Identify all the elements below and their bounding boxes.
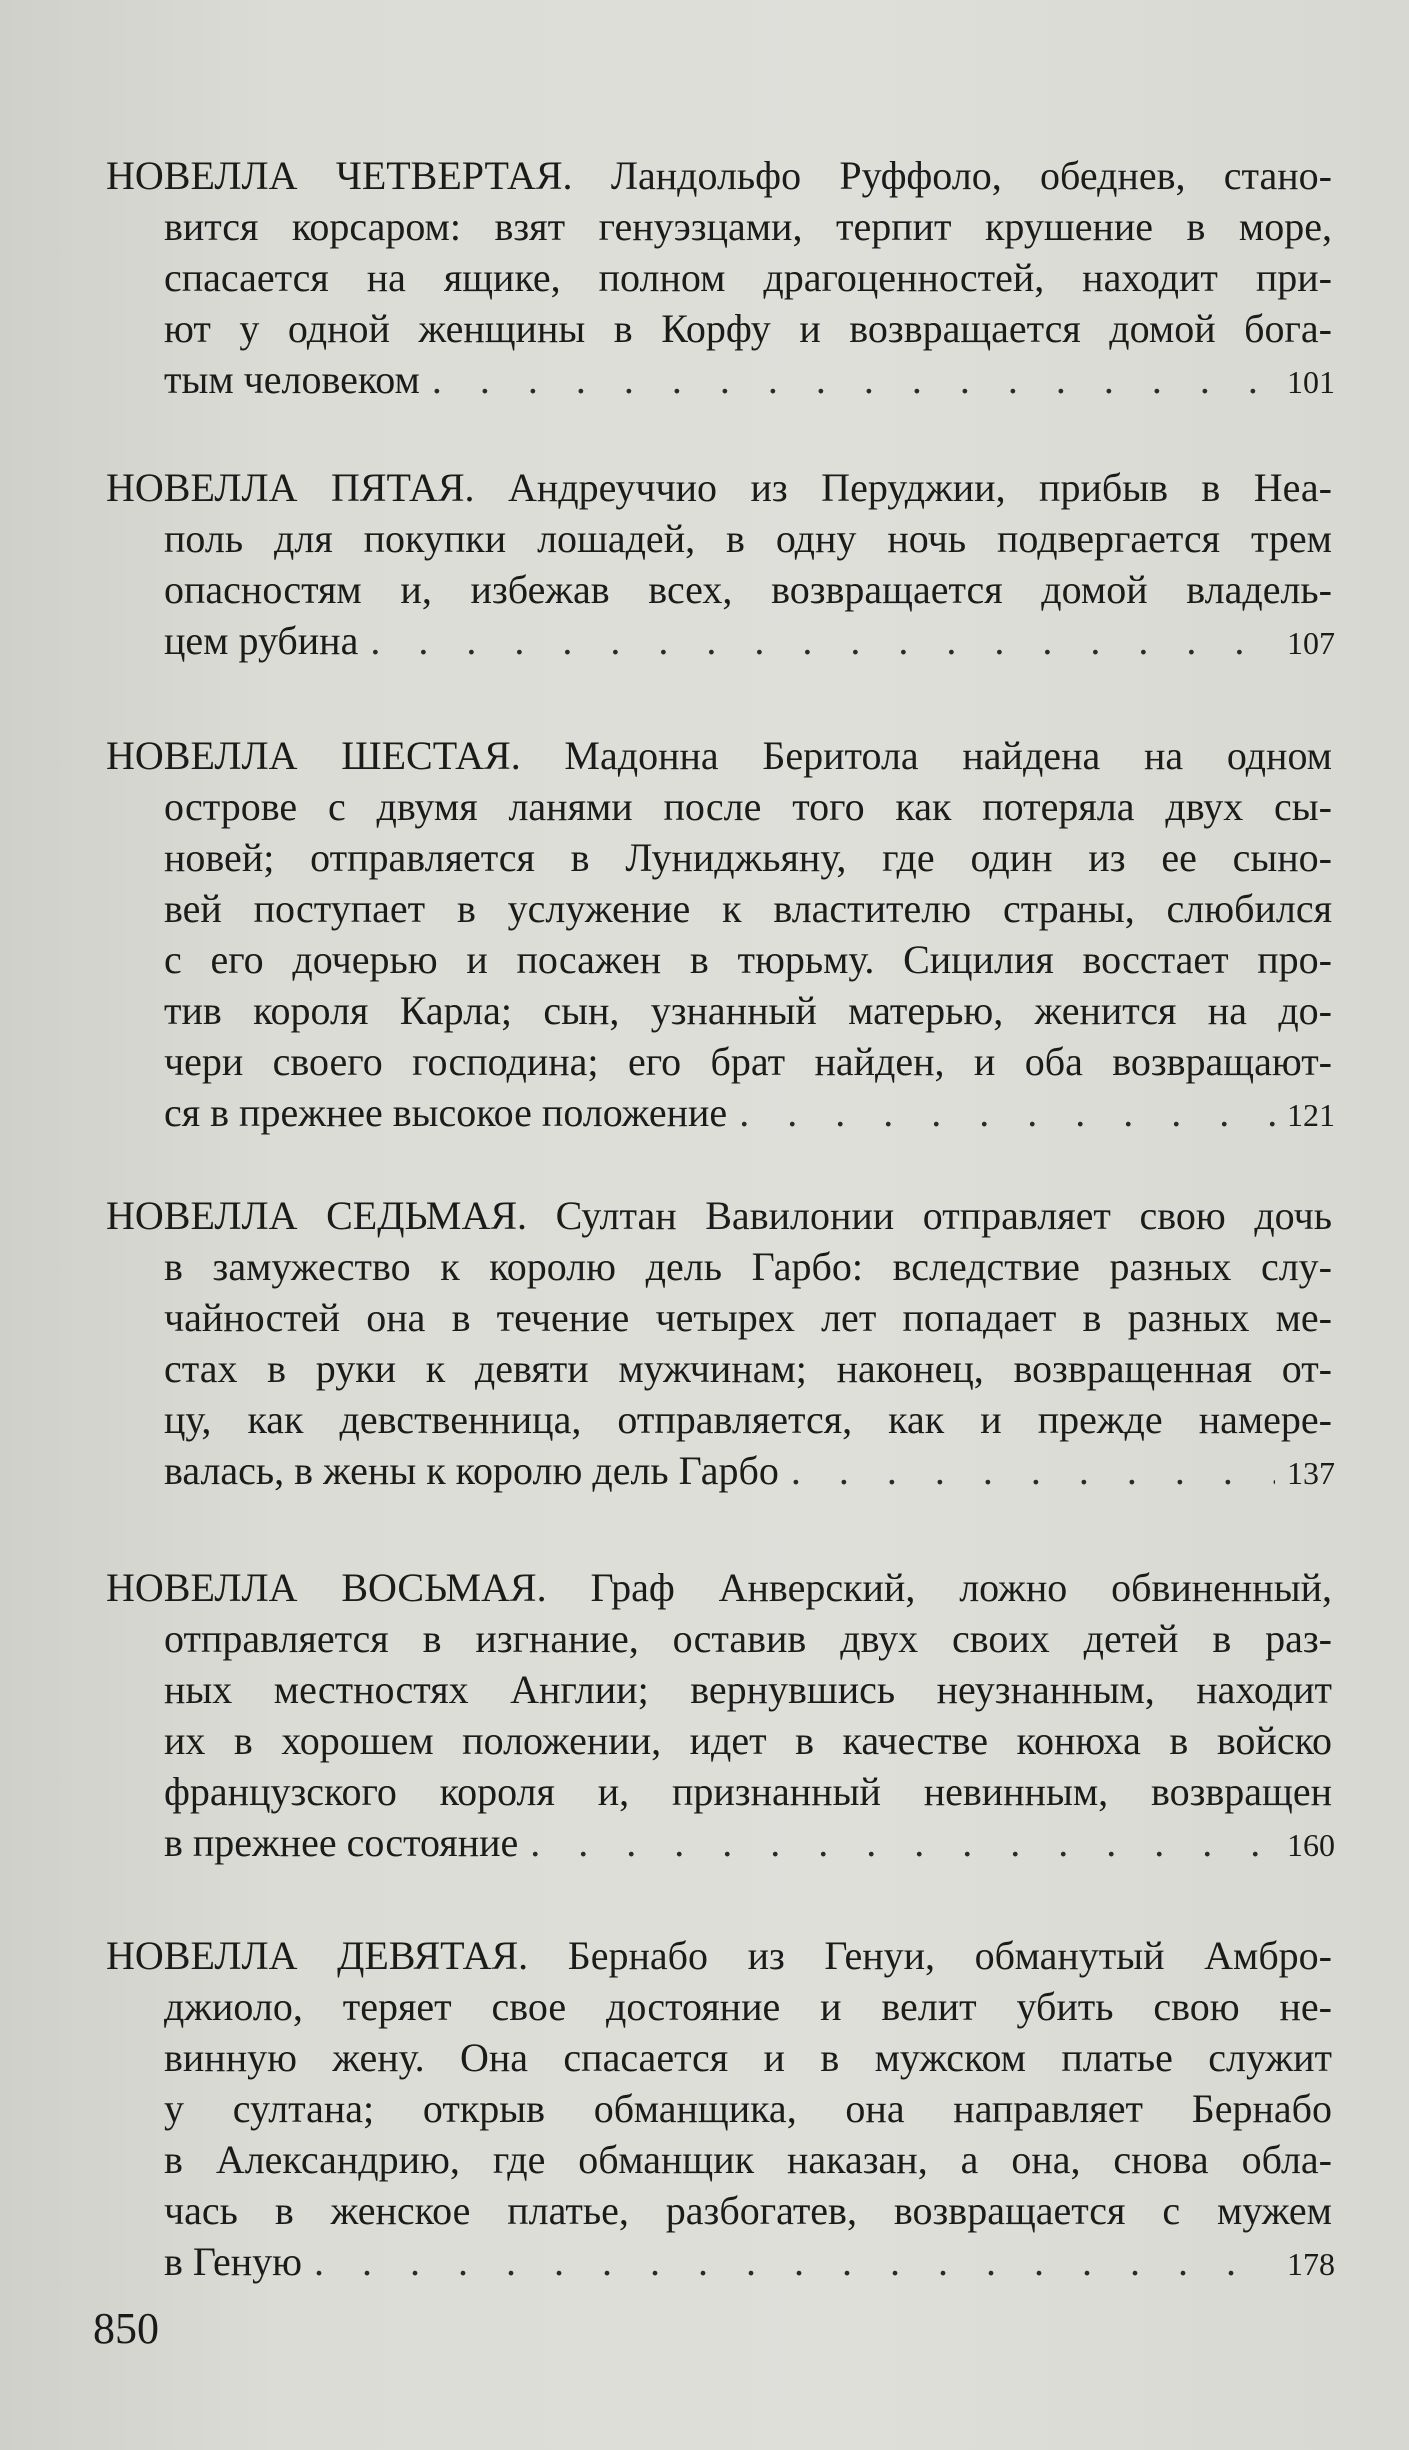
entry-last-line xyxy=(100,1087,1335,1138)
entry-line: чась в женское платье, разбогатев, возвращается с мужем xyxy=(164,2188,1332,2233)
toc-entry-6 xyxy=(100,730,1335,1138)
entry-line: НОВЕЛЛА ЧЕТВЕРТАЯ. Ландольфо Руффоло, обеднев, стано- xyxy=(106,153,1332,198)
entry-line: цу, как девственница, отправляется, как и прежде намере- xyxy=(164,1397,1332,1442)
entry-line: тив короля Карла; сын, узнанный матерью, женится на до- xyxy=(164,988,1332,1033)
entry-line: ных местностях Англии; вернувшись неузнанным, находит xyxy=(164,1667,1332,1712)
entry-last-line xyxy=(100,354,1335,405)
entry-line: НОВЕЛЛА СЕДЬМАЯ. Султан Вавилонии отправляет свою дочь xyxy=(106,1193,1332,1238)
entry-line: их в хорошем положении, идет в качестве конюха в войско xyxy=(164,1718,1332,1763)
entry-line: ся в прежнее высокое положение xyxy=(164,1090,728,1135)
toc-entry-5 xyxy=(100,462,1335,666)
entry-line: цем рубина xyxy=(164,618,359,663)
entry-line: джиоло, теряет свое достояние и велит убить свою не- xyxy=(164,1984,1332,2029)
entry-line: НОВЕЛЛА ПЯТАЯ. Андреуччио из Перуджии, прибыв в Неа- xyxy=(106,465,1332,510)
entry-line: в Александрию, где обманщик наказан, а она, снова обла- xyxy=(164,2137,1332,2182)
entry-line: у султана; открыв обманщика, она направляет Бернабо xyxy=(164,2086,1332,2131)
entry-line: в прежнее состояние xyxy=(164,1820,519,1865)
entry-last-line xyxy=(100,1445,1335,1496)
entry-line: винную жену. Она спасается и в мужском платье служит xyxy=(164,2035,1332,2080)
entry-line: спасается на ящике, полном драгоценностей, находит при- xyxy=(164,255,1332,300)
entry-line: в Геную xyxy=(164,2239,303,2284)
entry-line: вей поступает в услужение к властителю страны, слюбился xyxy=(164,886,1332,931)
entry-line: ют у одной женщины в Корфу и возвращается домой бога- xyxy=(164,306,1332,351)
page-number: 137 xyxy=(1287,1455,1335,1491)
entry-line: НОВЕЛЛА ДЕВЯТАЯ. Бернабо из Генуи, обманутый Амбро- xyxy=(106,1933,1332,1978)
entry-line: новей; отправляется в Луниджьяну, где один из ее сыно- xyxy=(164,835,1332,880)
page-number: 121 xyxy=(1287,1097,1335,1133)
entry-line: валась, в жены к королю дель Гарбо xyxy=(164,1448,779,1493)
page-number: 178 xyxy=(1287,2246,1335,2282)
entry-last-line xyxy=(100,2236,1335,2287)
dot-leader xyxy=(530,1817,1275,1868)
dot-leader xyxy=(791,1445,1275,1496)
dot-leader xyxy=(314,2236,1275,2287)
page-number: 107 xyxy=(1287,625,1335,661)
toc-entry-4 xyxy=(100,150,1335,405)
entry-line: НОВЕЛЛА ВОСЬМАЯ. Граф Анверский, ложно обвиненный, xyxy=(106,1565,1332,1610)
entry-line: вится корсаром: взят генуэзцами, терпит крушение в море, xyxy=(164,204,1332,249)
toc-entry-8 xyxy=(100,1562,1335,1868)
entry-line: чери своего господина; его брат найден, и оба возвращают- xyxy=(164,1039,1332,1084)
entry-line: чайностей она в течение четырех лет попадает в разных ме- xyxy=(164,1295,1332,1340)
entry-line: опасностям и, избежав всех, возвращается домой владель- xyxy=(164,567,1332,612)
entry-line: с его дочерью и посажен в тюрьму. Сицилия восстает про- xyxy=(164,937,1332,982)
dot-leader xyxy=(432,354,1275,405)
entry-line: французского короля и, признанный невинным, возвращен xyxy=(164,1769,1332,1814)
entry-last-line xyxy=(100,1817,1335,1868)
entry-line: острове с двумя ланями после того как потеряла двух сы- xyxy=(164,784,1332,829)
entry-line: стах в руки к девяти мужчинам; наконец, возвращенная от- xyxy=(164,1346,1332,1391)
entry-line: НОВЕЛЛА ШЕСТАЯ. Мадонна Беритола найдена на одном xyxy=(106,733,1332,778)
page-folio-number: 850 xyxy=(93,2304,159,2353)
entry-line: поль для покупки лошадей, в одну ночь подвергается трем xyxy=(164,516,1332,561)
entry-line: в замужество к королю дель Гарбо: вследствие разных слу- xyxy=(164,1244,1332,1289)
entry-line: тым человеком xyxy=(164,357,420,402)
dot-leader xyxy=(370,615,1275,666)
page-number: 160 xyxy=(1287,1827,1335,1863)
entry-line: отправляется в изгнание, оставив двух своих детей в раз- xyxy=(164,1616,1332,1661)
toc-entry-7 xyxy=(100,1190,1335,1496)
toc-entry-9 xyxy=(100,1930,1335,2287)
dot-leader xyxy=(739,1087,1275,1138)
entry-last-line xyxy=(100,615,1335,666)
page-number: 101 xyxy=(1287,364,1335,400)
